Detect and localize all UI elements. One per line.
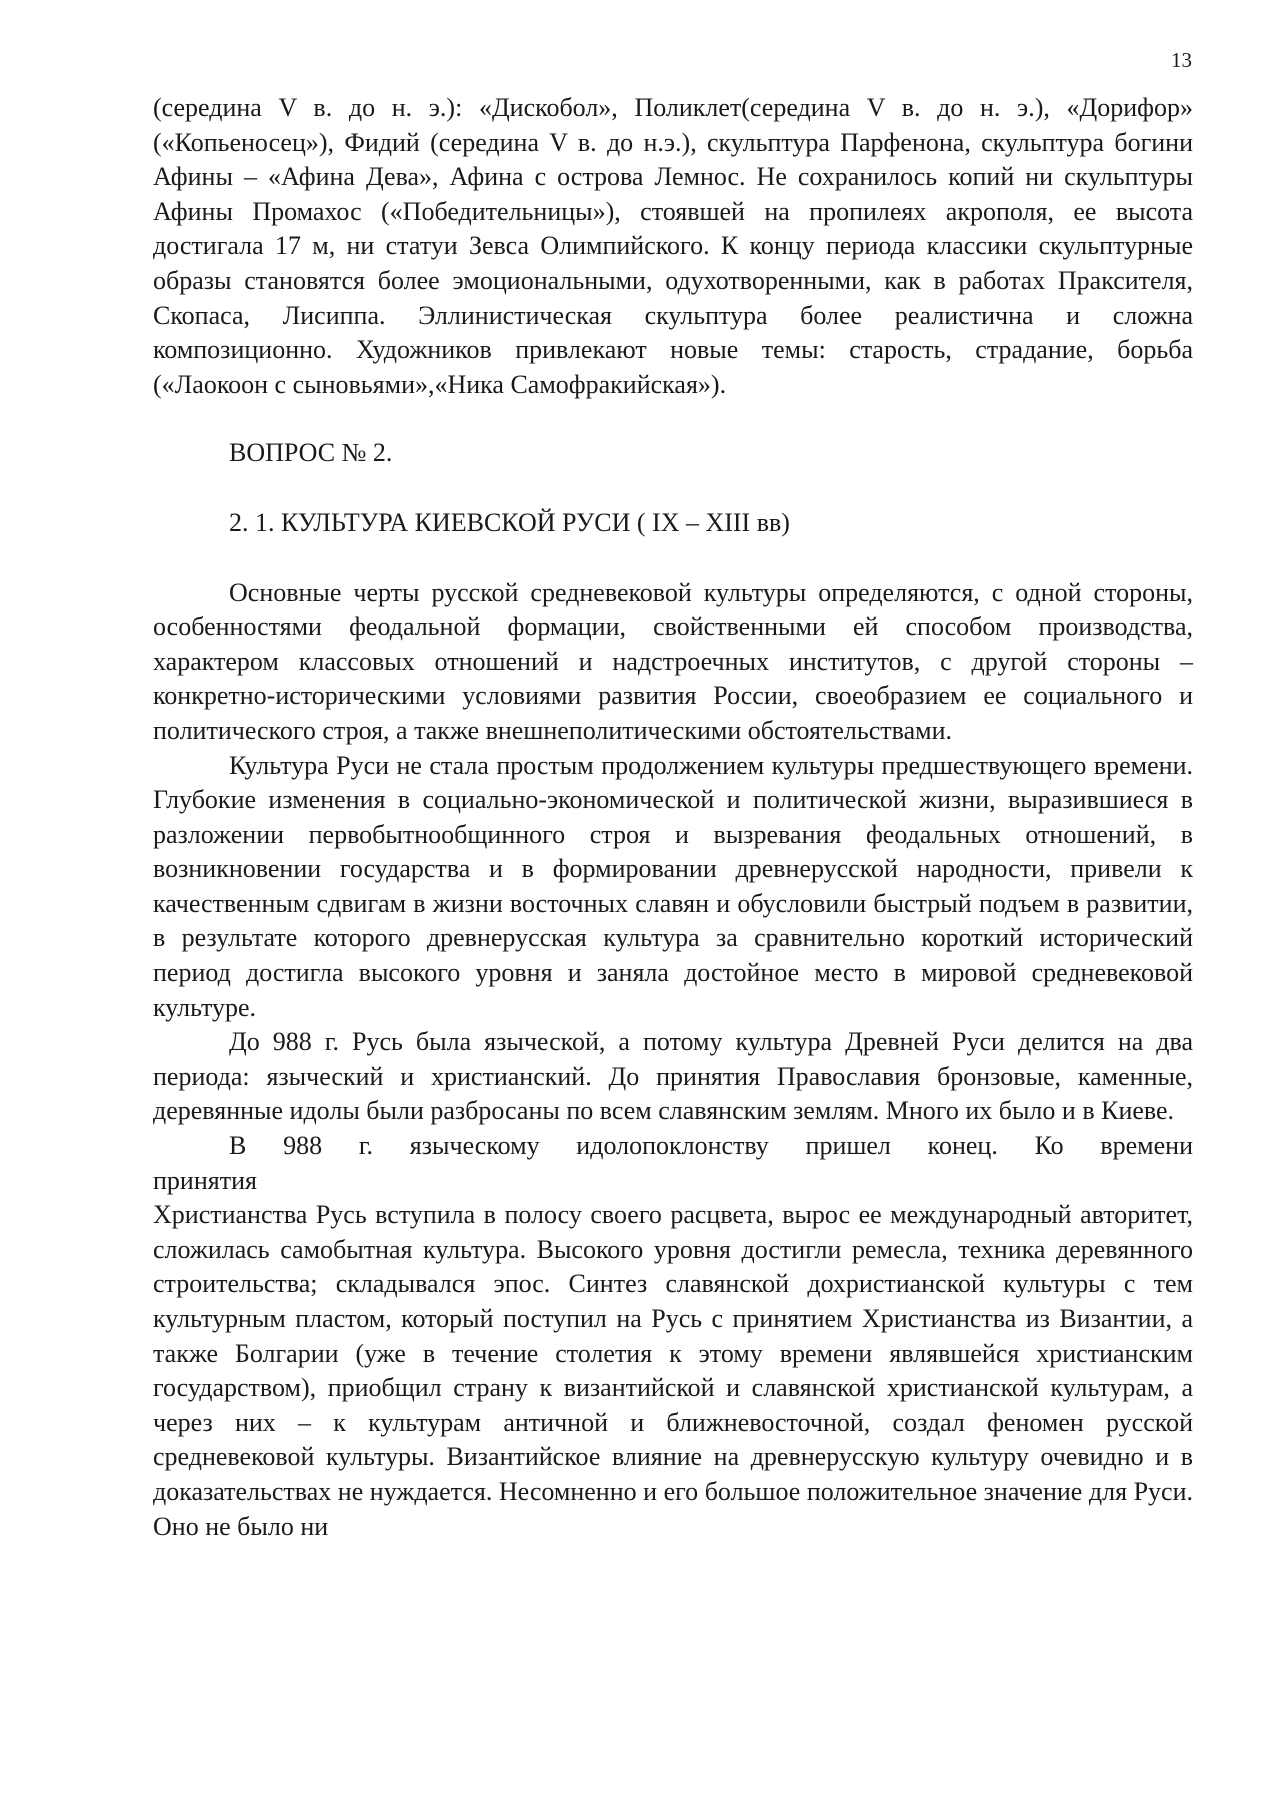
- page-number: 13: [1171, 48, 1192, 72]
- paragraph-culture-of-rus: Культура Руси не стала простым продолжением культуры предшествующего времени. Глубокие изменения в социально-экономической и политической жизни, выразившиеся в разложении первобытнообщинного строя и вызревания феодальных отношений, в возникновении государства и в формировании древнерусской народности, привели к качественным сдвигам в жизни восточных славян и обусловили быстрый подъем в развитии, в результате которого древнерусская культура за сравнительно короткий исторический период достигла высокого уровня и заняла достойное место в мировой средневековой культуре.: [153, 750, 1193, 1022]
- paragraph-christianity-line2: принятия: [153, 1165, 257, 1195]
- paragraph-pagan-period: До 988 г. Русь была языческой, а потому культура Древней Руси делится на два периода: языческий и христианский. До принятия Православия бронзовые, каменные, деревянные идолы были разбросаны по всем славянским землям. Много их было и в Киеве.: [153, 1027, 1193, 1126]
- page-content: [153, 91, 1193, 1544]
- continuation-paragraph: (середина V в. до н. э.): «Дискобол», Поликлет(середина V в. до н. э.), «Дорифор» («Копьеносец»), Фидий (середина V в. до н.э.), скульптура Парфенона, скульптура богини Афины – «Афина Дева», Афина с острова Лемнос. Не сохранилось копий ни скульптуры Афины Промахос («Победительницы»), стоявшей на пропилеях акрополя, ее высота достигала 17 м, ни статуи Зевса Олимпийского. К концу периода классики скульптурные образы становятся более эмоциональными, одухотворенными, как в работах Праксителя, Скопаса, Лисиппа. Эллинистическая скульптура более реалистична и сложна композиционно. Художников привлекают новые темы: старость, страдание, борьба («Лаокоон с сыновьями»,«Ника Самофракийская»).: [153, 93, 1193, 399]
- paragraph-christianity-line1: В 988 г. языческому идолопоклонству пришел конец. Ко времени: [229, 1131, 1193, 1161]
- paragraph-christianity-rest: Христианства Русь вступила в полосу своего расцвета, вырос ее международный авторитет, сложилась самобытная культура. Высокого уровня достигли ремесла, техника деревянного строительства; складывался эпос. Синтез славянской дохристианской культуры с тем культурным пластом, который поступил на Русь с принятием Христианства из Византии, а также Болгарии (уже в течение столетия к этому времени являвшейся христианским государством), приобщил страну к византийской и славянской христианской культурам, а через них – к культурам античной и ближневосточной, создал феномен русской средневековой культуры. Византийское влияние на древнерусскую культуру очевидно и в доказательствах не нуждается. Несомненно и его большое положительное значение для Руси. Оно не было ни: [153, 1200, 1193, 1541]
- section-heading: 2. 1. КУЛЬТУРА КИЕВСКОЙ РУСИ ( IX – XIII вв): [229, 507, 790, 537]
- question-heading: ВОПРОС № 2.: [229, 438, 393, 468]
- paragraph-main-features: Основные черты русской средневековой культуры определяются, с одной стороны, особенностями феодальной формации, свойственными ей способом производства, характером классовых отношений и надстроечных институтов, с другой стороны – конкретно-историческими условиями развития России, своеобразием ее социального и политического строя, а также внешнеполитическими обстоятельствами.: [153, 577, 1193, 745]
- paragraph-christianity: [153, 1129, 1193, 1544]
